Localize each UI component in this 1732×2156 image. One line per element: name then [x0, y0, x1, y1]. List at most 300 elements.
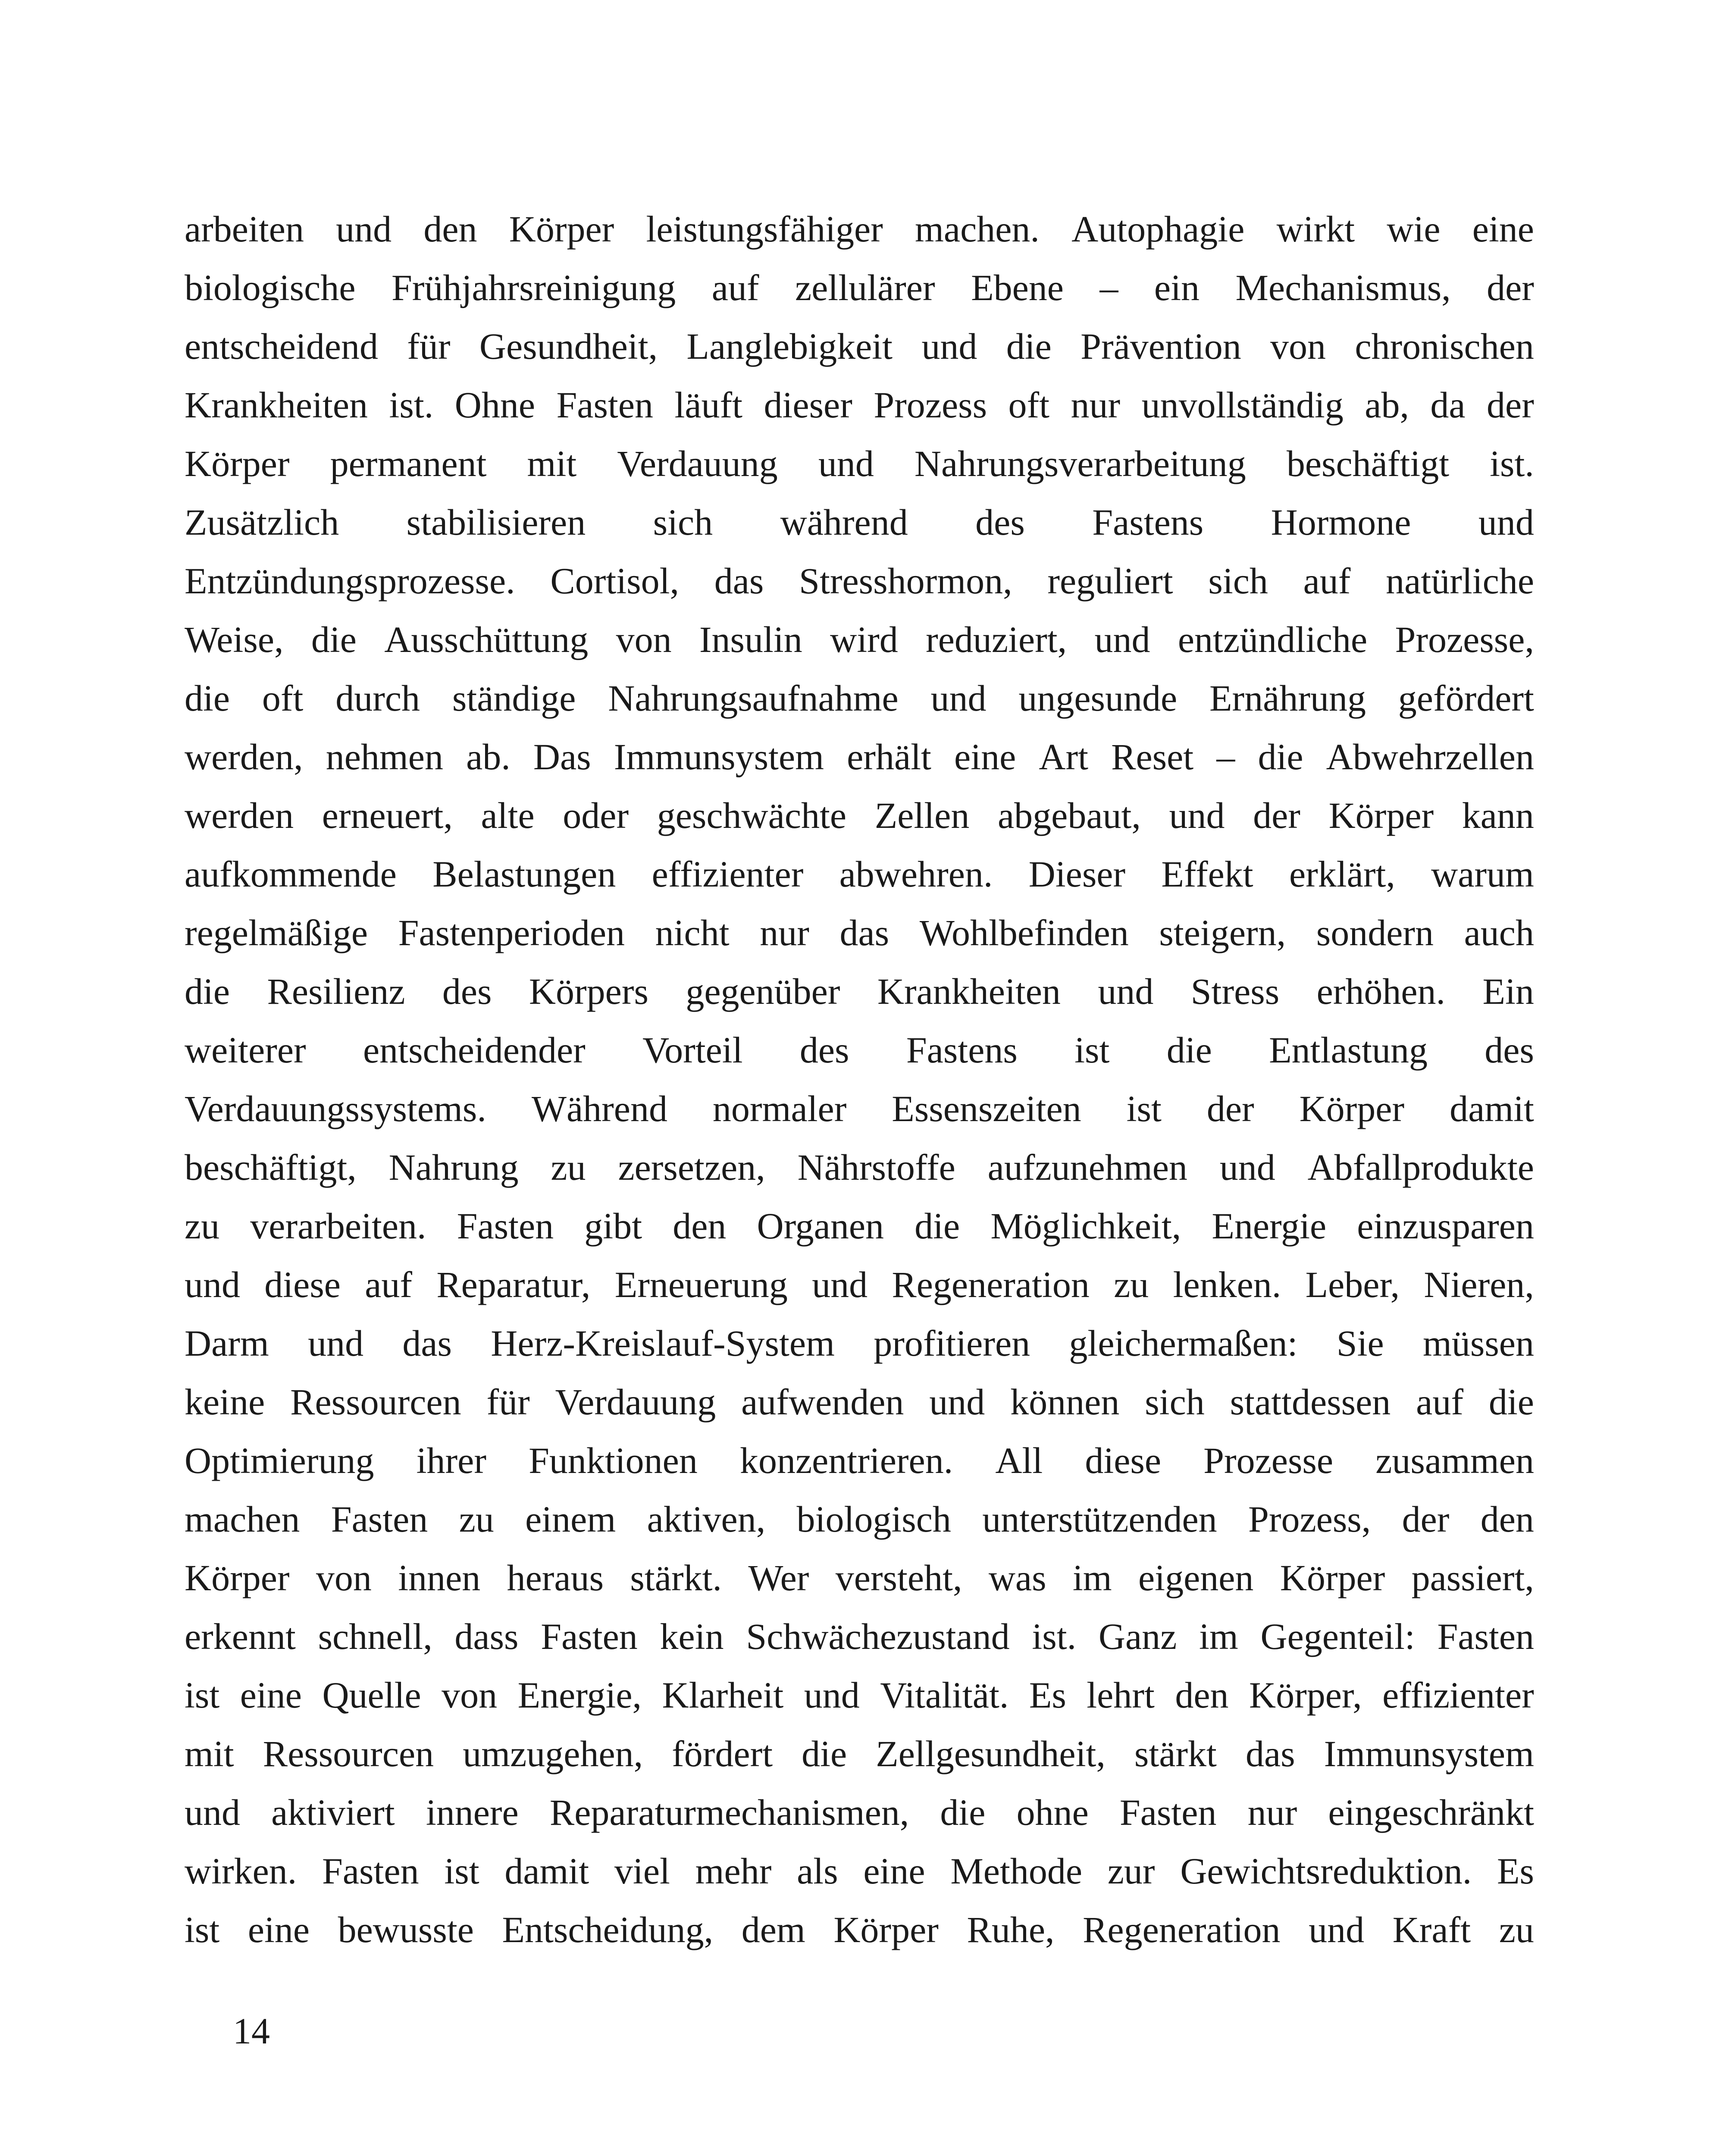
text-line [185, 1079, 1534, 1138]
word: schnell, [318, 1616, 432, 1657]
text-line [185, 610, 1534, 669]
word: passiert, [1411, 1557, 1534, 1598]
word: wie [1387, 208, 1441, 250]
word: Weise, [185, 619, 284, 660]
word: ohne [1016, 1792, 1089, 1833]
text-line [185, 1138, 1534, 1197]
word: aufkommende [185, 853, 397, 895]
word: des [975, 501, 1025, 543]
word: die [940, 1792, 986, 1833]
word: und [1219, 1147, 1275, 1188]
word: sich [1145, 1381, 1205, 1423]
word: reguliert [1047, 560, 1173, 602]
word: den [673, 1205, 727, 1247]
word: eine [1472, 208, 1534, 250]
word: ist [1126, 1088, 1162, 1129]
word: entscheidend [185, 326, 378, 367]
word: das [714, 560, 764, 602]
word: profitieren [874, 1322, 1030, 1364]
word: umzugehen, [463, 1733, 643, 1774]
word: die [1166, 1029, 1212, 1071]
word: Klarheit [662, 1674, 784, 1716]
word: oder [563, 795, 629, 836]
word: Gegenteil: [1260, 1616, 1415, 1657]
word: Verdauung [617, 443, 778, 484]
text-line [185, 376, 1534, 434]
word: Energie, [517, 1674, 642, 1716]
word: warum [1431, 853, 1534, 895]
text-line [185, 903, 1534, 962]
word: innere [426, 1792, 519, 1833]
word: für [486, 1381, 530, 1423]
word: Körper [1328, 795, 1434, 836]
word: machen. [915, 208, 1040, 250]
word: Fasten [1437, 1616, 1534, 1657]
word: Regeneration [892, 1264, 1090, 1305]
word: der [1402, 1498, 1450, 1540]
word: Reparaturmechanismen, [549, 1792, 909, 1833]
word: den [423, 208, 477, 250]
word: Verdauungssystems. [185, 1088, 486, 1129]
word: Art [1039, 736, 1089, 777]
word: Vitalität. [880, 1674, 1009, 1716]
word: zu [1114, 1264, 1149, 1305]
word: Ohne [454, 384, 535, 426]
text-line [185, 1021, 1534, 1079]
word: die [802, 1733, 847, 1774]
word: diese [264, 1264, 341, 1305]
word: weiterer [185, 1029, 306, 1071]
word: Körpers [529, 971, 648, 1012]
word: machen [185, 1498, 300, 1540]
text-line [185, 1607, 1534, 1666]
text-line [185, 317, 1534, 376]
word: auf [711, 267, 759, 308]
word: und [1098, 971, 1154, 1012]
word: eine [863, 1850, 925, 1892]
word: des [1485, 1029, 1534, 1071]
word: Krankheiten [185, 384, 368, 426]
word: normaler [712, 1088, 847, 1129]
word: ungesunde [1018, 677, 1178, 719]
text-line [185, 1314, 1534, 1373]
word: und [336, 208, 392, 250]
word: nur [760, 912, 809, 953]
word: Leber, [1305, 1264, 1400, 1305]
word: ein [1154, 267, 1200, 308]
word: ist [1074, 1029, 1110, 1071]
word: nur [1247, 1792, 1297, 1833]
word: die [185, 677, 230, 719]
word: müssen [1422, 1322, 1534, 1364]
word: Nahrungsverarbeitung [914, 443, 1246, 484]
word: Gewichtsreduktion. [1180, 1850, 1472, 1892]
word: unterstützenden [982, 1498, 1217, 1540]
word: abwehren. [839, 853, 993, 895]
word: und [1478, 501, 1534, 543]
word: Wohlbefinden [919, 912, 1129, 953]
word: und [812, 1264, 868, 1305]
word: Kraft [1392, 1909, 1471, 1950]
word: permanent [330, 443, 487, 484]
word: Abfallprodukte [1307, 1147, 1534, 1188]
word: Es [1497, 1850, 1534, 1892]
word: Organen [757, 1205, 884, 1247]
word: erhält [847, 736, 931, 777]
word: einem [525, 1498, 616, 1540]
word: Cortisol, [550, 560, 680, 602]
word: und [1169, 795, 1225, 836]
word: effizienter [1382, 1674, 1534, 1716]
word: Fasten [322, 1850, 419, 1892]
word: innen [398, 1557, 481, 1598]
word: durch [335, 677, 420, 719]
word: Ausschüttung [384, 619, 589, 660]
word: leistungsfähiger [646, 208, 883, 250]
word: aktiviert [271, 1792, 395, 1833]
word: für [407, 326, 451, 367]
word: natürliche [1386, 560, 1534, 602]
text-line [185, 669, 1534, 727]
word: nur [1071, 384, 1121, 426]
text-line [185, 493, 1534, 552]
word: oft [262, 677, 304, 719]
word: Verdauung [555, 1381, 716, 1423]
word: stattdessen [1230, 1381, 1391, 1423]
word: konzentrieren. [739, 1440, 953, 1481]
word: den [1175, 1674, 1229, 1716]
text-line [185, 1900, 1534, 1959]
word: aufzunehmen [987, 1147, 1187, 1188]
word: gleichermaßen: [1069, 1322, 1298, 1364]
word: Funktionen [529, 1440, 698, 1481]
word: wirken. [185, 1850, 297, 1892]
word: Autophagie [1071, 208, 1245, 250]
word: Nährstoffe [797, 1147, 955, 1188]
word: nehmen [326, 736, 443, 777]
word: ihrer [416, 1440, 486, 1481]
word: eine [954, 736, 1016, 777]
word: Nahrungsaufnahme [608, 677, 899, 719]
word: Das [533, 736, 591, 777]
word: der [1487, 384, 1534, 426]
word: effizienter [651, 853, 804, 895]
text-line [185, 258, 1534, 317]
word: den [1480, 1498, 1534, 1540]
word: Körper [509, 208, 614, 250]
word: Fasten [457, 1205, 554, 1247]
word: heraus [507, 1557, 604, 1598]
text-line [185, 1548, 1534, 1607]
word: Fasten [331, 1498, 428, 1540]
word: Essenszeiten [892, 1088, 1081, 1129]
word: gegenüber [686, 971, 840, 1012]
word: Körper [185, 443, 290, 484]
text-line [185, 1197, 1534, 1255]
word: eingeschränkt [1328, 1792, 1534, 1833]
word: entzündliche [1178, 619, 1368, 660]
word: Körper [185, 1557, 290, 1598]
word: erklärt, [1289, 853, 1395, 895]
word: und [185, 1792, 240, 1833]
word: der [1253, 795, 1300, 836]
word: läuft [674, 384, 743, 426]
word: eine [240, 1674, 302, 1716]
word: wirkt [1276, 208, 1355, 250]
word: und [804, 1674, 860, 1716]
word: zu [185, 1205, 220, 1247]
word: von [442, 1674, 498, 1716]
word: Ressourcen [263, 1733, 434, 1774]
word: oft [1008, 384, 1050, 426]
word: Körper [1280, 1557, 1385, 1598]
word: Vorteil [642, 1029, 743, 1071]
word: aufwenden [741, 1381, 904, 1423]
word: Reparatur, [436, 1264, 591, 1305]
text-line [185, 552, 1534, 610]
word: und [929, 1381, 985, 1423]
word: zu [459, 1498, 494, 1540]
word: mit [527, 443, 577, 484]
word: chronischen [1355, 326, 1534, 367]
text-line [185, 845, 1534, 903]
word: gefördert [1398, 677, 1534, 719]
word: können [1010, 1381, 1120, 1423]
word: Ruhe, [967, 1909, 1055, 1950]
word: der [1487, 267, 1534, 308]
body-text [185, 200, 1534, 1959]
word: Prozesse [1203, 1440, 1334, 1481]
word: Erneuerung [614, 1264, 788, 1305]
text-line [185, 1842, 1534, 1900]
word: zellulärer [795, 267, 935, 308]
word: Zusätzlich [185, 501, 339, 543]
word: Prozess [874, 384, 987, 426]
word: Quelle [322, 1674, 421, 1716]
word: der [1206, 1088, 1254, 1129]
word: Ebene [971, 267, 1064, 308]
word: Nieren, [1424, 1264, 1534, 1305]
word: verarbeiten. [250, 1205, 426, 1247]
word: lehrt [1087, 1674, 1155, 1716]
word: Nahrung [388, 1147, 519, 1188]
word: dass [454, 1616, 519, 1657]
word: keine [185, 1381, 265, 1423]
text-line [185, 1490, 1534, 1548]
word: entscheidender [363, 1029, 586, 1071]
text-line [185, 1724, 1534, 1783]
word: das [402, 1322, 452, 1364]
word: das [839, 912, 889, 953]
text-line [185, 1373, 1534, 1431]
text-line [185, 434, 1534, 493]
text-line [185, 200, 1534, 258]
word: Fastens [1092, 501, 1204, 543]
word: Reset [1111, 736, 1194, 777]
word: wird [830, 619, 898, 660]
word: ist [185, 1674, 220, 1716]
word: da [1430, 384, 1466, 426]
word: Mechanismus, [1235, 267, 1451, 308]
word: zur [1107, 1850, 1155, 1892]
word: mit [185, 1733, 234, 1774]
word: die [185, 971, 230, 1012]
word: erhöhen. [1316, 971, 1446, 1012]
word: beschäftigt [1286, 443, 1450, 484]
word: ist. [389, 384, 434, 426]
word: biologische [185, 267, 356, 308]
word: reduziert, [926, 619, 1067, 660]
word: Fasten [556, 384, 653, 426]
word: mehr [695, 1850, 772, 1892]
word: damit [504, 1850, 589, 1892]
word: arbeiten [185, 208, 304, 250]
word: ist [185, 1909, 220, 1950]
word: die [1258, 736, 1303, 777]
word: steigern, [1159, 912, 1286, 953]
word: Abwehrzellen [1326, 736, 1534, 777]
word: lenken. [1173, 1264, 1281, 1305]
word: gibt [584, 1205, 642, 1247]
word: Es [1029, 1674, 1066, 1716]
word: von [1270, 326, 1326, 367]
word: erkennt [185, 1616, 296, 1657]
word: das [1246, 1733, 1295, 1774]
word: Stress [1190, 971, 1280, 1012]
word: die [915, 1205, 960, 1247]
word: und [308, 1322, 364, 1364]
word: erneuert, [322, 795, 453, 836]
word: damit [1450, 1088, 1534, 1129]
word: Körper, [1249, 1674, 1362, 1716]
word: Stresshormon, [799, 560, 1012, 602]
word: kann [1462, 795, 1534, 836]
word: Hormone [1271, 501, 1411, 543]
word: Resilienz [267, 971, 405, 1012]
word: stärkt. [630, 1557, 722, 1598]
word: Möglichkeit, [990, 1205, 1181, 1247]
text-line [185, 1431, 1534, 1490]
word: ist [444, 1850, 479, 1892]
word: kein [660, 1616, 724, 1657]
word: sondern [1316, 912, 1434, 953]
word: Energie [1212, 1205, 1327, 1247]
word: Insulin [699, 619, 802, 660]
word: Ganz [1098, 1616, 1177, 1657]
word: Fastenperioden [398, 912, 625, 953]
word: beschäftigt, [185, 1147, 357, 1188]
word: als [797, 1850, 838, 1892]
word: von [316, 1557, 372, 1598]
word: des [799, 1029, 849, 1071]
word: Effekt [1161, 853, 1253, 895]
word: Ein [1482, 971, 1534, 1012]
word: stabilisieren [406, 501, 586, 543]
word: die [311, 619, 357, 660]
word: und [1094, 619, 1150, 660]
word: Optimierung [185, 1440, 374, 1481]
word: zu [551, 1147, 586, 1188]
word: ab. [466, 736, 511, 777]
word: im [1072, 1557, 1112, 1598]
word: Körper [833, 1909, 939, 1950]
word: und [921, 326, 977, 367]
word: auf [1416, 1381, 1463, 1423]
word: sich [653, 501, 713, 543]
word: versteht, [835, 1557, 962, 1598]
text-line [185, 727, 1534, 786]
word: Zellgesundheit, [876, 1733, 1106, 1774]
word: werden [185, 795, 294, 836]
word: Entscheidung, [502, 1909, 714, 1950]
word: Immunsystem [1324, 1733, 1534, 1774]
word: Darm [185, 1322, 269, 1364]
word: werden, [185, 736, 303, 777]
word: alte [481, 795, 535, 836]
word: aktiven, [647, 1498, 766, 1540]
word: zu [1499, 1909, 1534, 1950]
text-line [185, 786, 1534, 845]
word: und [930, 677, 987, 719]
word: All [995, 1440, 1043, 1481]
word: dem [741, 1909, 805, 1950]
word: Prozesse, [1395, 619, 1534, 660]
word: Herz-Kreislauf-System [491, 1322, 835, 1364]
word: stärkt [1134, 1733, 1217, 1774]
word: – [1216, 736, 1235, 777]
word: bewusste [338, 1909, 474, 1950]
word: Fastens [906, 1029, 1018, 1071]
word: zersetzen, [618, 1147, 765, 1188]
word: Dieser [1028, 853, 1126, 895]
word: und [1309, 1909, 1365, 1950]
word: fördert [672, 1733, 773, 1774]
word: Gesundheit, [479, 326, 658, 367]
word: Fasten [1119, 1792, 1217, 1833]
word: eine [247, 1909, 310, 1950]
word: Ressourcen [290, 1381, 461, 1423]
word: zusammen [1375, 1440, 1534, 1481]
word: Zellen [874, 795, 970, 836]
word: während [780, 501, 908, 543]
word: Entlastung [1269, 1029, 1428, 1071]
word: und [818, 443, 874, 484]
word: ab, [1365, 384, 1409, 426]
word: ist. [1490, 443, 1534, 484]
word: was [988, 1557, 1046, 1598]
word: diese [1085, 1440, 1162, 1481]
word: ist. [1032, 1616, 1077, 1657]
word: von [616, 619, 672, 660]
word: Frühjahrsreinigung [391, 267, 676, 308]
word: Belastungen [432, 853, 616, 895]
word: regelmäßige [185, 912, 368, 953]
word: biologisch [796, 1498, 951, 1540]
text-line [185, 1666, 1534, 1724]
word: geschwächte [657, 795, 847, 836]
word: Prävention [1081, 326, 1241, 367]
word: einzusparen [1357, 1205, 1534, 1247]
word: sich [1208, 560, 1268, 602]
word: Krankheiten [877, 971, 1061, 1012]
word: Immunsystem [614, 736, 824, 777]
word: nicht [655, 912, 730, 953]
word: Langlebigkeit [686, 326, 893, 367]
word: des [442, 971, 492, 1012]
word: auf [365, 1264, 413, 1305]
word: Fasten [541, 1616, 638, 1657]
page-number: 14 [233, 2010, 270, 2052]
